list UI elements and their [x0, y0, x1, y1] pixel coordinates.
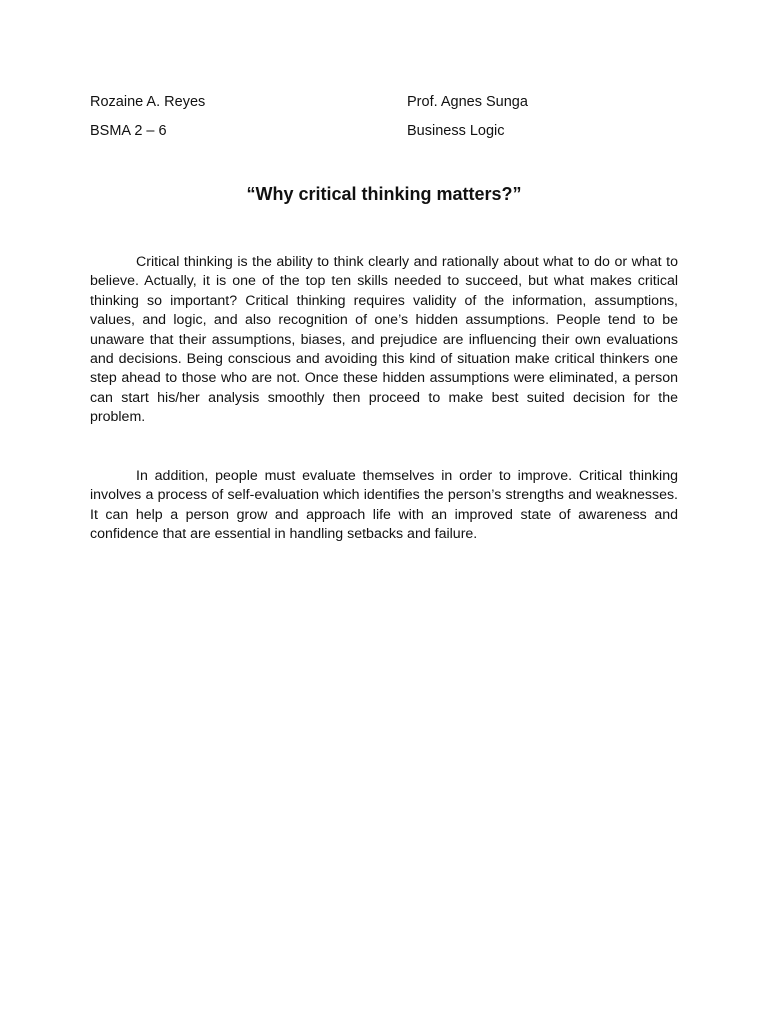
section-code: BSMA 2 – 6 [90, 123, 167, 139]
course-name: Business Logic [407, 123, 505, 139]
essay-paragraph-1: Critical thinking is the ability to think clearly and rationally about what to do or what to believe. Actually, it is one of the top ten skills needed to succeed, but what makes critical thinking so important? Critical thinking requires validity of the information, assumptions, values, and logic, and also recognition of one’s hidden assumptions. People tend to be unaware that their assumptions, biases, and prejudice are influencing their own evaluations and decisions. Being conscious and avoiding this kind of situation make critical thinkers one step ahead to those who are not. Once these hidden assumptions were eliminated, a person can start his/her analysis smoothly then proceed to make best suited decision for the problem. [90, 254, 678, 426]
professor-name: Prof. Agnes Sunga [407, 94, 528, 110]
essay-title: “Why critical thinking matters?” [246, 184, 522, 204]
header-row-1 [90, 92, 678, 112]
essay-paragraph-2: In addition, people must evaluate themselves in order to improve. Critical thinking involves a process of self-evaluation which identifies the person’s strengths and weaknesses. It can help a person grow and approach life with an improved state of awareness and confidence that are essential in handling setbacks and failure. [90, 468, 678, 543]
header-row-2 [90, 121, 678, 141]
student-name: Rozaine A. Reyes [90, 94, 206, 110]
